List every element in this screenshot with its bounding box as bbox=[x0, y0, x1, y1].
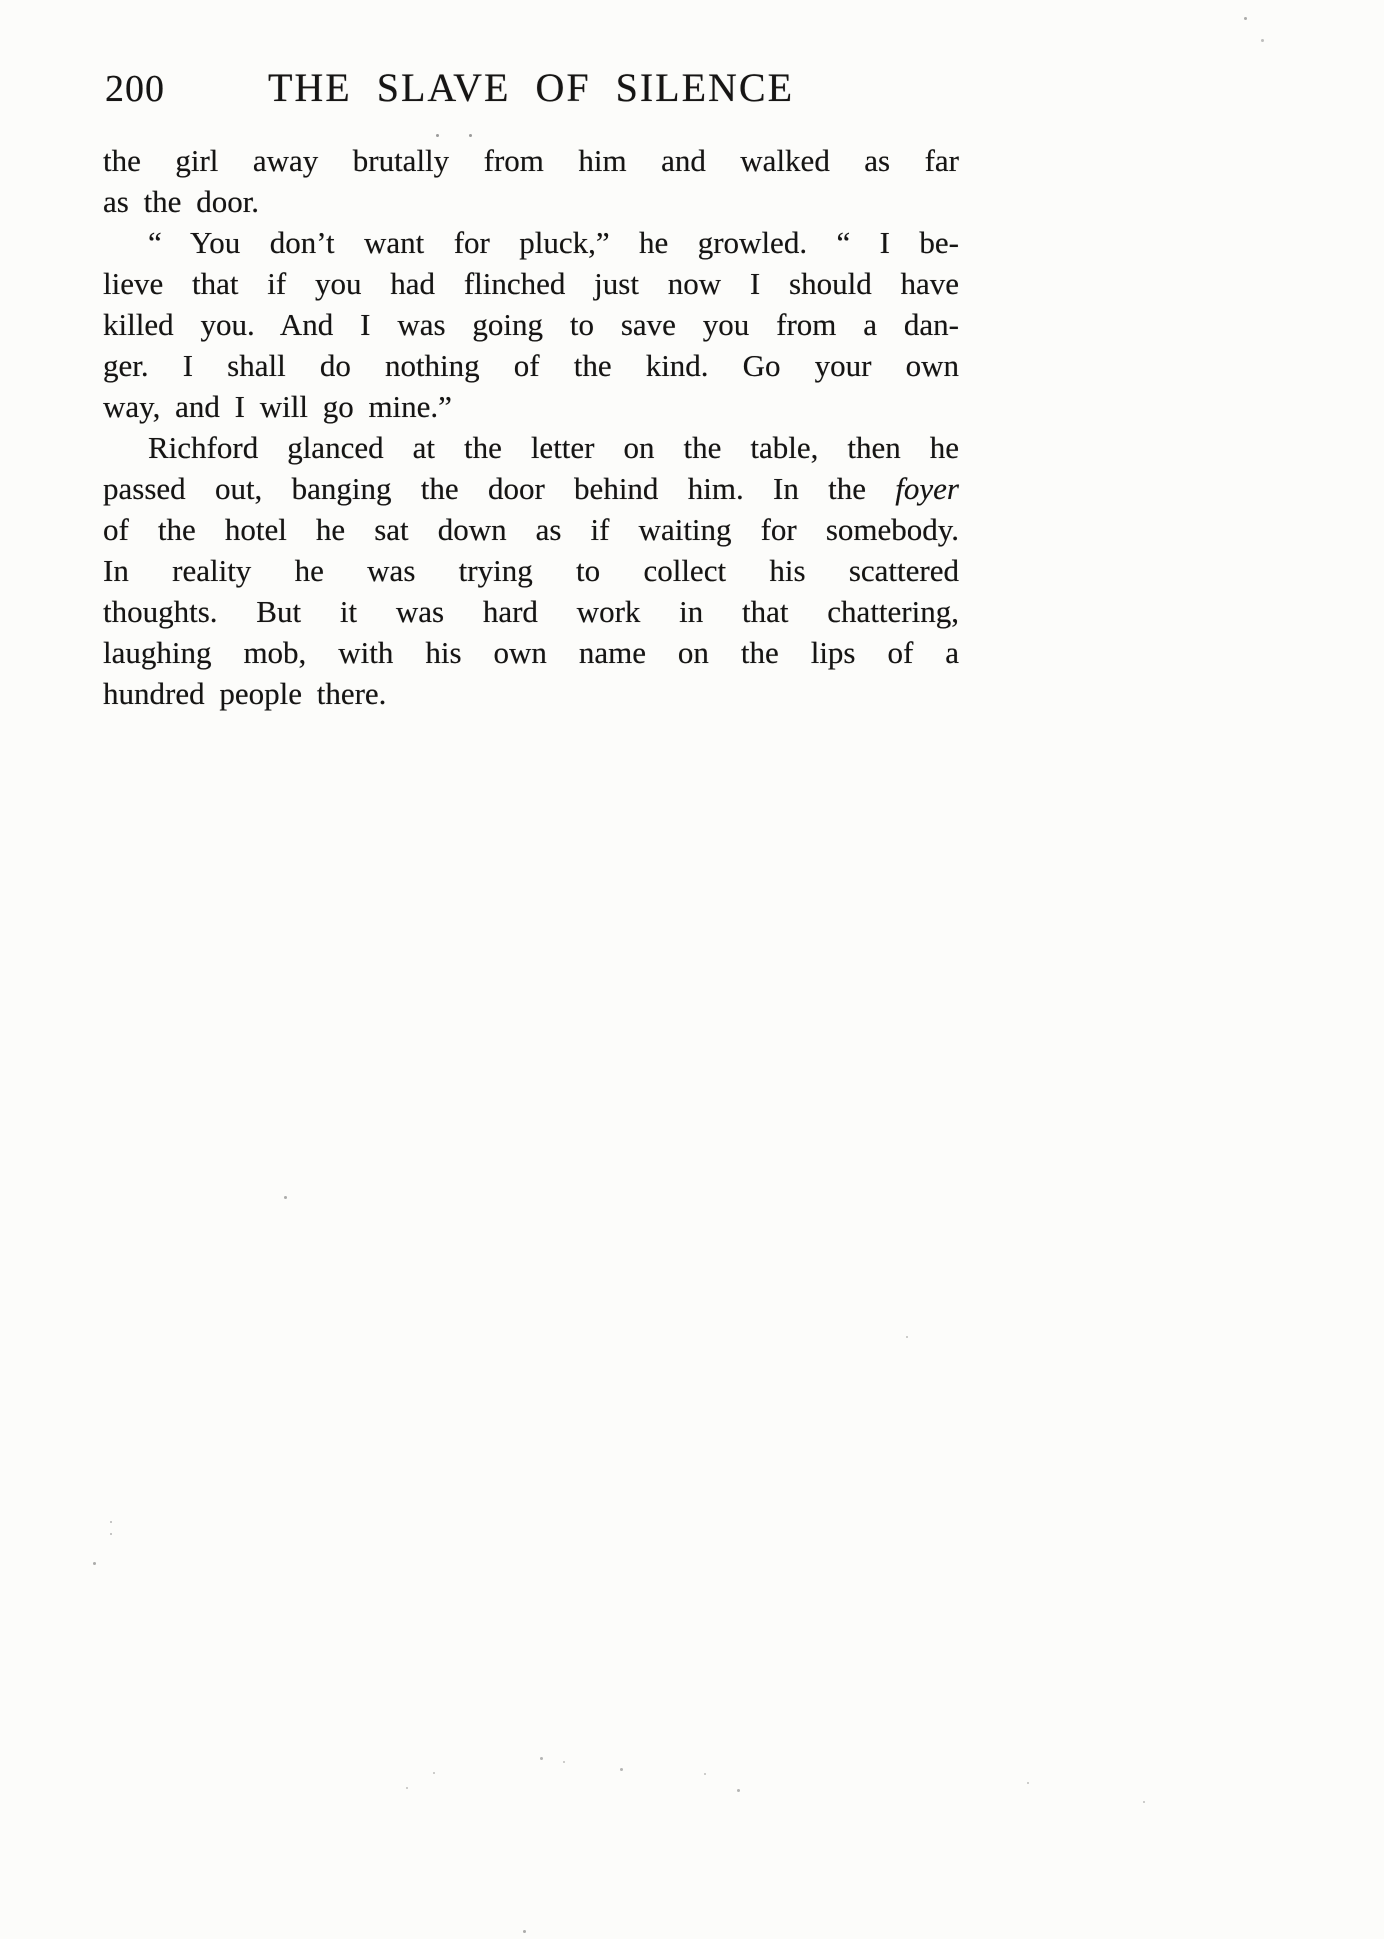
scan-speck bbox=[406, 1787, 408, 1789]
text-line: passed out, banging the door behind him. In the foyer bbox=[103, 471, 959, 506]
paragraph bbox=[103, 222, 959, 427]
scan-speck bbox=[540, 1757, 543, 1760]
text-line: hundred people there. bbox=[103, 676, 387, 711]
scan-speck bbox=[1143, 1801, 1145, 1803]
text-line: “ You don’t want for pluck,” he growled. “ I be- bbox=[148, 225, 959, 260]
text-line: as the door. bbox=[103, 184, 260, 219]
scan-speck bbox=[906, 1336, 908, 1338]
scan-speck bbox=[523, 1930, 526, 1933]
scan-speck bbox=[110, 1521, 112, 1523]
scan-speck bbox=[284, 1196, 287, 1199]
scan-speck bbox=[1027, 1782, 1029, 1784]
scan-speck bbox=[93, 1562, 96, 1565]
body-text bbox=[103, 140, 959, 714]
text-line: lieve that if you had flinched just now I should have bbox=[103, 266, 959, 301]
page-header bbox=[103, 62, 959, 108]
text-line: ger. I shall do nothing of the kind. Go your own bbox=[103, 348, 959, 383]
scan-speck bbox=[563, 1761, 565, 1763]
scan-speck bbox=[704, 1773, 706, 1775]
page-title: THE SLAVE OF SILENCE bbox=[267, 65, 795, 110]
text-line: laughing mob, with his own name on the lips of a bbox=[103, 635, 959, 670]
scan-speck bbox=[620, 1768, 623, 1771]
scan-speck bbox=[1244, 17, 1247, 20]
scan-speck bbox=[110, 1533, 112, 1535]
scan-speck bbox=[1261, 39, 1264, 42]
italic-word: foyer bbox=[895, 471, 959, 506]
text-line: the girl away brutally from him and walked as far bbox=[103, 143, 959, 178]
text-line: In reality he was trying to collect his scattered bbox=[103, 553, 959, 588]
text-line: killed you. And I was going to save you from a dan- bbox=[103, 307, 959, 342]
text-line: thoughts. But it was hard work in that chattering, bbox=[103, 594, 959, 629]
scan-speck bbox=[433, 1772, 435, 1774]
text-line: of the hotel he sat down as if waiting for somebody. bbox=[103, 512, 959, 547]
page-number: 200 bbox=[105, 68, 165, 110]
paragraph bbox=[103, 140, 959, 222]
text-line: way, and I will go mine.” bbox=[103, 389, 452, 424]
scan-speck bbox=[469, 134, 472, 137]
scan-speck bbox=[737, 1789, 740, 1792]
scan-speck bbox=[436, 134, 439, 137]
paragraph bbox=[103, 427, 959, 714]
text-line: Richford glanced at the letter on the table, then he bbox=[148, 430, 959, 465]
